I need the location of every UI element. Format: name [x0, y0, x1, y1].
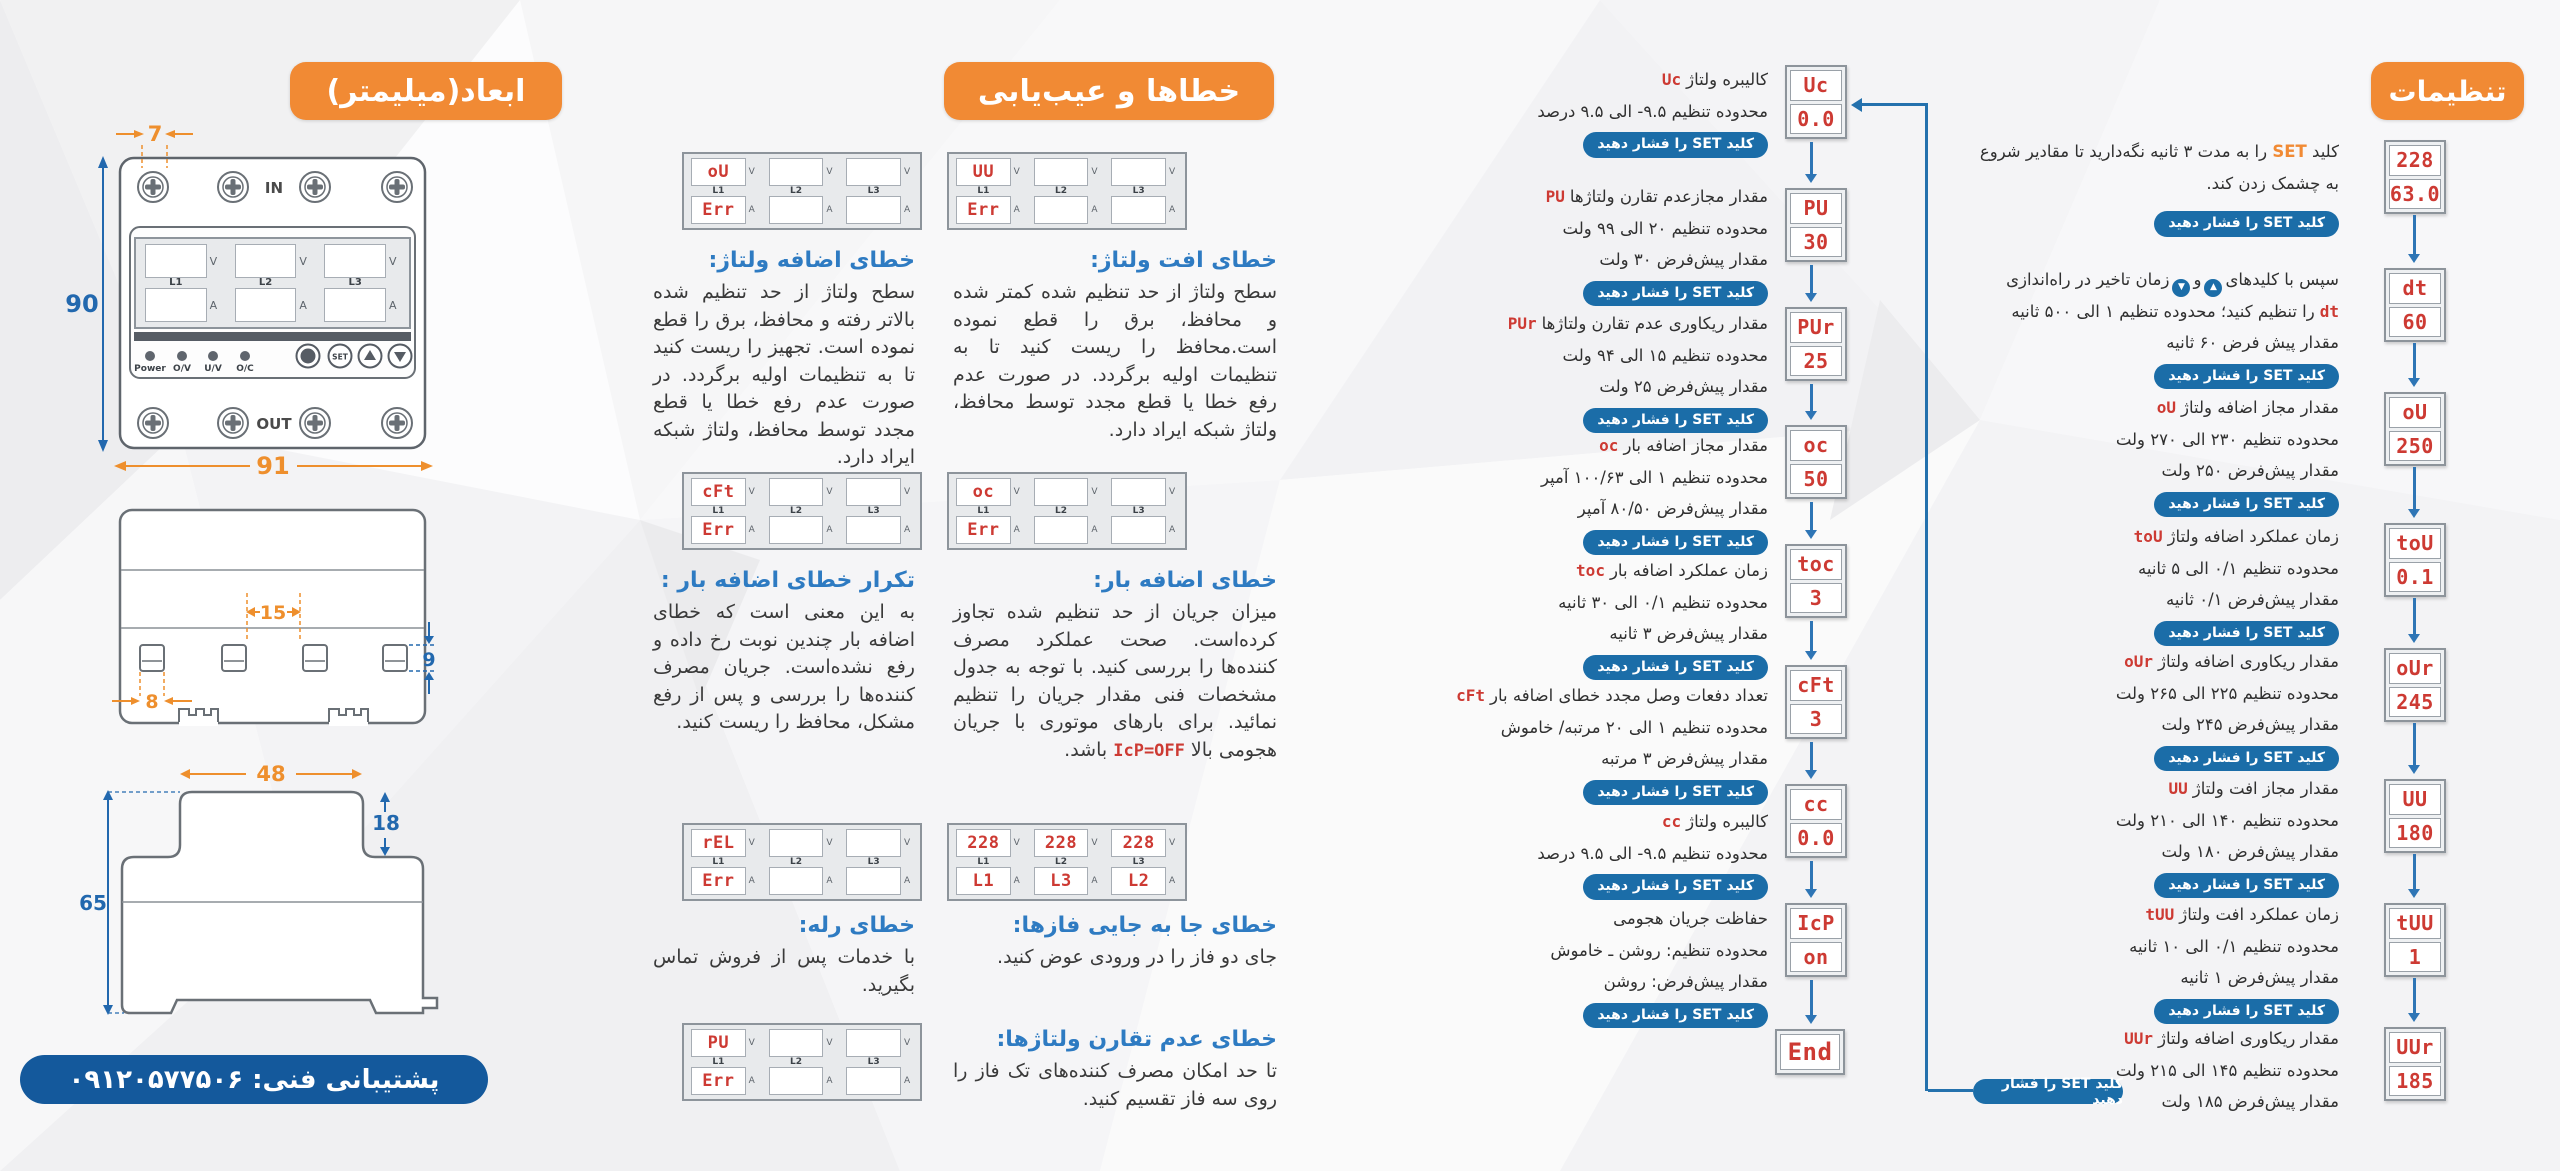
step-default: مقدار پیش‌فرض ۲۵ ولت [1599, 377, 1768, 396]
lcd-box-icp: IcP on [1785, 903, 1847, 977]
dt-line-1: سپس با کلیدهای▲و▼زمان تاخیر در راه‌اندازی [1899, 264, 2339, 296]
display-phase-2: V L2 A [235, 245, 311, 321]
error-phase-swap-text: خطای جا به جایی فازها: جای دو فاز را در ورودی عوض کنید. [997, 913, 1277, 968]
lcd-code: oc [1599, 436, 1619, 455]
step-label: مقدار ریکاوری اضافه ولتاژUUr [2124, 1029, 2339, 1048]
lcd-box-cft: cFt 3 [1785, 665, 1847, 739]
step-default: مقدار پیش‌فرض: روشن [1603, 972, 1768, 991]
press-set-pill-loop: کلید SET را فشار دهید [1973, 1079, 2123, 1104]
lcd-box-ou: oU 250 [2384, 392, 2446, 466]
dim-9-label: 9 [422, 649, 436, 671]
lcd-code: dt [2319, 301, 2339, 321]
step-label: مقدار مجاز اضافه بارoc [1599, 436, 1768, 455]
down-flow-arrow [2413, 598, 2416, 634]
flow-step-cft [1308, 680, 1768, 805]
error-display-phase-swap: 228 V L1 L1 A 228 V L2 L3 A 228 V L3 L2 A [947, 823, 1187, 901]
lcd-box-end: End [1775, 1029, 1845, 1075]
down-flow-arrow [2413, 343, 2416, 378]
dt-line-3: مقدار پیش فرض ۶۰ ثانیه [2166, 333, 2339, 352]
lcd-box-uur: UUr 185 [2384, 1027, 2446, 1101]
dim-65-label: 65 [79, 891, 107, 915]
press-set-pill: کلید SET را فشار دهید [1583, 780, 1768, 806]
dimensions-title: ابعاد(میلیمتر) [326, 73, 526, 109]
step-range: محدوده تنظیم ۲۰ الی ۹۹ ولت [1562, 218, 1768, 238]
settings-title: تنظیمات [2388, 74, 2507, 108]
error-display-repeat-overload: cFt V L1 Err A V L2 A V L3 A [682, 472, 922, 550]
intro-line-1: کلید SET را به مدت ۳ ثانیه نگه‌دارید تا مقادیر شروع [1979, 142, 2339, 161]
down-flow-arrow [1810, 502, 1813, 530]
error-display-undervoltage: UU V L1 Err A V L2 A V L3 A [947, 152, 1187, 230]
dim-15-label: 15 [259, 602, 287, 624]
step-range: محدوده تنظیم ۱ الی ۱۰۰/۶۳ آمپر [1540, 467, 1768, 487]
press-set-pill: کلید SET را فشار دهید [1583, 530, 1768, 556]
terminal-tab [140, 645, 164, 671]
error-display-overload: oc V L1 Err A V L2 A V L3 A [947, 472, 1187, 550]
error-voltage-asymmetry-text: خطای عدم تقارن ولتاژها: تا حد امکان مصرف کننده‌های تک فاز را روی سه فاز تقسیم کنید. [953, 1027, 1277, 1110]
power-led-icon [145, 351, 155, 361]
step-range: محدوده تنظیم ۱۴۵ الی ۲۱۵ ولت [2115, 1060, 2339, 1080]
screw-icon [218, 172, 248, 202]
step-label: تعداد دفعات وصل مجدد خطای اضافه بارcFt [1456, 686, 1768, 705]
flow-step-pu [1308, 181, 1768, 306]
lcd-code: toc [1576, 561, 1605, 580]
step-label: مقدار ریکاوری اضافه ولتاژoUr [2124, 652, 2339, 671]
step-label: مقدار مجاز افت ولتاژUU [2168, 779, 2339, 798]
settings-step-tuu [1899, 899, 2339, 1024]
step-range: محدوده تنظیم ۰/۱ الی ۵ ثانیه [2138, 558, 2339, 578]
dim-91-label: 91 [256, 452, 290, 480]
step-label: مقدار ریکاوری عدم تقارن ولتاژهاPUr [1507, 314, 1768, 333]
lcd-box-oc: oc 50 [1785, 425, 1847, 499]
step-label: مقدار مجاز اضافه ولتاژoU [2156, 398, 2339, 417]
icp-off-code: IcP=OFF [1113, 740, 1185, 761]
reset-button [297, 345, 320, 368]
error-overvoltage-text: خطای اضافه ولتاژ: سطح ولتاژ از حد تنظیم شده بالاتر رفته و محافظ، برق را قطع نموده است. تجهیز را ریست کنید تا به تنظیمات اولیه برگردد. در صورت عدم رفع خطا یا قطع مجدد توسط محافظ، ولتاژ شبکه ایراد دارد. [653, 248, 915, 468]
screw-icon [218, 408, 248, 438]
svg-text:SET: SET [332, 352, 348, 362]
errors-section-header [944, 62, 1274, 120]
press-set-pill: کلید SET را فشار دهید [1583, 408, 1768, 434]
flow-step-toc [1308, 555, 1768, 680]
screw-icon [382, 408, 412, 438]
error-display-relay: rEL V L1 Err A V L2 A V L3 A [682, 823, 922, 901]
loopback-connector-top [1862, 103, 1925, 106]
settings-section-header [2371, 62, 2524, 120]
din-notch [329, 709, 368, 726]
settings-step-tou [1899, 521, 2339, 646]
terminal-tab [383, 645, 407, 671]
step-range: محدوده تنظیم ۲۲۵ الی ۲۶۵ ولت [2115, 683, 2339, 703]
step-range: محدوده تنظیم ۱۴۰ الی ۲۱۰ ولت [2115, 810, 2339, 830]
press-set-pill: کلید SET را فشار دهید [2154, 364, 2339, 390]
up-button [359, 345, 382, 368]
step-range: محدوده تنظیم ۱۵ الی ۹۴ ولت [1562, 345, 1768, 365]
down-flow-arrow [1810, 861, 1813, 889]
lcd-box-uu: UU 180 [2384, 779, 2446, 853]
step-label: حفاظت جریان هجومی [1613, 909, 1768, 928]
support-bar [20, 1055, 488, 1104]
down-flow-arrow [1810, 980, 1813, 1015]
step-label: کالیبره ولتاژUc [1661, 70, 1768, 89]
loopback-connector-bottom [1928, 1089, 1973, 1092]
settings-step-intro [1899, 136, 2339, 237]
press-set-pill: کلید SET را فشار دهید [2154, 492, 2339, 518]
set-button [329, 345, 352, 368]
lcd-box-pu: PU 30 [1785, 188, 1847, 262]
device-display-panel [134, 237, 411, 329]
error-undervoltage-text: خطای افت ولتاژ: سطح ولتاژ از حد تنظیم شده کمتر شده و محافظ، برق را قطع نموده است.محافظ را ریست کنید تا به تنظیمات اولیه برگردد. در صورت عدم رفع خطا یا قطع مجدد توسط محافظ، ولتاژ شبکه ایراد دارد. [953, 248, 1277, 441]
screw-icon [382, 172, 412, 202]
step-default: مقدار پیش‌فرض ۲۴۵ ولت [2161, 715, 2339, 734]
down-flow-arrow [2413, 723, 2416, 765]
lcd-code: oU [2156, 398, 2177, 417]
oc-led-label: O/C [236, 364, 254, 374]
loopback-arrowhead [1851, 98, 1862, 112]
device-back-view-drawing [95, 500, 450, 735]
error-relay-text: خطای رله: با خدمات پس از فروش تماس بگیرید. [653, 913, 915, 996]
terminal-tab [303, 645, 327, 671]
lcd-code: UUr [2124, 1029, 2153, 1048]
flow-step-pur [1308, 308, 1768, 433]
support-phone: پشتیبانی فنی: ۰۹۱۲۰۵۷۷۵۰۶ [68, 1064, 440, 1095]
lcd-box-start: 228 63.0 [2384, 140, 2446, 214]
press-set-pill: کلید SET را فشار دهید [2154, 621, 2339, 647]
step-default: مقدار پیش‌فرض ۱۸۵ ولت [2161, 1092, 2339, 1111]
lcd-code: UU [2168, 779, 2188, 798]
press-set-pill: کلید SET را فشار دهید [2154, 999, 2339, 1025]
step-label: زمان عملکرد اضافه بارtoc [1576, 561, 1768, 580]
set-keyword: SET [2272, 142, 2307, 161]
over-current-led-icon [240, 351, 250, 361]
uv-led-label: U/V [204, 364, 222, 374]
lcd-box-dt: dt 60 [2384, 268, 2446, 342]
power-led-label: Power [134, 364, 166, 374]
lcd-box-toc: toc 3 [1785, 544, 1847, 618]
step-range: محدوده تنظیم ۹.۵- الی ۹.۵ درصد [1537, 843, 1768, 863]
lcd-code: oUr [2124, 652, 2153, 671]
dim-18-label: 18 [372, 811, 400, 835]
dim-8-label: 8 [145, 691, 159, 713]
step-range: محدوده تنظیم ۹.۵- الی ۹.۵ درصد [1537, 101, 1768, 121]
press-set-pill: کلید SET را فشار دهید [2154, 211, 2339, 237]
step-range: محدوده تنظیم ۰/۱ الی ۱۰ ثانیه [2129, 936, 2339, 956]
down-flow-arrow [1810, 621, 1813, 651]
down-arrow-icon [2172, 279, 2190, 297]
lcd-code: Uc [1661, 70, 1682, 89]
press-set-pill: کلید SET را فشار دهید [1583, 874, 1768, 900]
press-set-pill: کلید SET را فشار دهید [1583, 1003, 1768, 1029]
ov-led-label: O/V [173, 364, 191, 374]
step-range: محدوده تنظیم ۲۳۰ الی ۲۷۰ ولت [2115, 429, 2339, 449]
step-default: مقدار پیش‌فرض ۸۰/۵۰ آمپر [1577, 499, 1768, 518]
step-default: مقدار پیش‌فرض ۳ ثانیه [1609, 624, 1768, 643]
lcd-box-uc: Uc 0.0 [1785, 65, 1847, 139]
dt-line-2: dtرا تنظیم کنید؛ محدوده تنظیم ۱ الی ۵۰۰ ثانیه [2011, 301, 2339, 321]
errors-title: خطاها و عیب‌یابی [977, 73, 1241, 109]
lcd-box-pur: PUr 25 [1785, 307, 1847, 381]
step-range: محدوده تنظیم ۰/۱ الی ۳۰ ثانیه [1558, 592, 1768, 612]
device-side-view-drawing [80, 760, 440, 1025]
down-flow-arrow [2413, 978, 2416, 1013]
step-range: محدوده تنظیم: روشن ـ خاموش [1550, 940, 1768, 960]
flow-step-uc [1308, 64, 1768, 158]
display-phase-3: V L3 A [324, 245, 400, 321]
press-set-pill: کلید SET را فشار دهید [2154, 746, 2339, 772]
step-default: مقدار پیش‌فرض ۰/۱ ثانیه [2165, 590, 2339, 609]
step-default: مقدار پیش‌فرض ۱ ثانیه [2180, 968, 2339, 987]
dim-90-label: 90 [65, 290, 99, 318]
down-flow-arrow [1810, 265, 1813, 293]
step-default: مقدار پیش‌فرض ۳ مرتبه [1601, 749, 1768, 768]
terminal-tab [222, 645, 246, 671]
down-flow-arrow [1810, 384, 1813, 411]
error-repeat-overload-text: تکرار خطای اضافه بار : به این معنی است که خطای اضافه بار چندین نوبت رخ داده و رفع نشده‌است. جریان مصرف کننده‌ها را بررسی و پس از رفع مشکل، محافظ را ریست کنید. [653, 568, 915, 733]
over-voltage-led-icon [177, 351, 187, 361]
settings-step-ou [1899, 392, 2339, 517]
dim-7-label: 7 [147, 122, 163, 146]
screw-icon [138, 172, 168, 202]
screw-icon [138, 408, 168, 438]
error-display-overvoltage: oU V L1 Err A V L2 A V L3 A [682, 152, 922, 230]
down-button [389, 345, 412, 368]
press-set-pill: کلید SET را فشار دهید [1583, 132, 1768, 158]
lcd-code: toU [2133, 527, 2163, 546]
up-arrow-icon [2204, 279, 2222, 297]
loopback-connector-vertical [1925, 103, 1928, 1091]
settings-step-our [1899, 646, 2339, 771]
screw-icon [300, 408, 330, 438]
step-default: مقدار پیش‌فرض ۲۵۰ ولت [2161, 461, 2339, 480]
screw-icon [300, 172, 330, 202]
step-range: محدوده تنظیم ۱ الی ۲۰ مرتبه/ خاموش [1500, 717, 1768, 737]
step-label: زمان عملکرد اضافه ولتاژtoU [2133, 527, 2339, 546]
in-label: IN [264, 179, 284, 197]
step-default: مقدار پیش‌فرض ۳۰ ولت [1599, 250, 1768, 269]
press-set-pill: کلید SET را فشار دهید [2154, 873, 2339, 899]
out-label: OUT [256, 415, 292, 433]
intro-line-2: به چشمک زدن کند. [2206, 173, 2339, 193]
down-flow-arrow [2413, 467, 2416, 509]
dim-48-label: 48 [256, 762, 286, 786]
down-flow-arrow [1810, 142, 1813, 174]
step-label: زمان عملکرد افت ولتاژtUU [2145, 905, 2339, 924]
step-default: مقدار پیش‌فرض ۱۸۰ ولت [2161, 842, 2339, 861]
lcd-code: PU [1545, 187, 1565, 206]
step-label: مقدار مجازعدم تقارن ولتاژهاPU [1545, 187, 1768, 206]
down-flow-arrow [2413, 215, 2416, 254]
settings-step-uu [1899, 773, 2339, 898]
bezel-strip [134, 332, 411, 341]
lcd-code: tUU [2145, 905, 2175, 924]
flow-step-cc [1308, 806, 1768, 900]
lcd-code: PUr [1507, 314, 1537, 333]
lcd-box-tuu: tUU 1 [2384, 903, 2446, 977]
settings-step-dt [1899, 264, 2339, 389]
flow-step-oc [1308, 430, 1768, 555]
lcd-code: cFt [1456, 686, 1486, 705]
down-flow-arrow [1810, 742, 1813, 770]
press-set-pill: کلید SET را فشار دهید [1583, 281, 1768, 307]
flow-step-icp [1308, 903, 1768, 1028]
lcd-box-our: oUr 245 [2384, 648, 2446, 722]
down-flow-arrow [2413, 854, 2416, 889]
display-phase-1: V L1 A [145, 245, 221, 321]
error-overload-text: خطای اضافه بار: میزان جریان از حد تنظیم شده تجاوز کرده‌است. صحت عملکرد مصرف کننده‌ها را بررسی کنید. با توجه به جدول مشخصات فنی مقدار جریان را تنظیم نمائید. برای بارهای موتوری با جریان هجومی بالا IcP=OFF باشد. [953, 568, 1277, 761]
lcd-box-tou: toU 0.1 [2384, 523, 2446, 597]
lcd-box-cc: cc 0.0 [1785, 784, 1847, 858]
lcd-code: cc [1661, 812, 1682, 831]
press-set-pill: کلید SET را فشار دهید [1583, 655, 1768, 681]
step-label: کالیبره ولتاژcc [1661, 812, 1768, 831]
error-display-asymmetry: PU V L1 Err A V L2 A V L3 A [682, 1023, 922, 1101]
din-notch [179, 709, 218, 726]
under-voltage-led-icon [208, 351, 218, 361]
